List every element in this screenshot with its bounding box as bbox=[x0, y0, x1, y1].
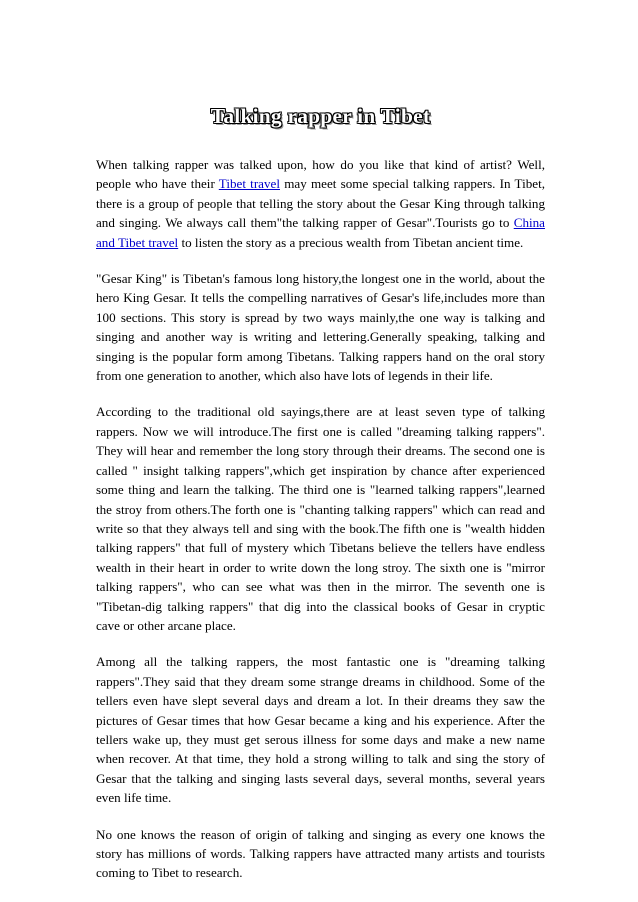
page-title: Talking rapper in Tibet bbox=[210, 104, 431, 128]
paragraph-gesar-king: "Gesar King" is Tibetan's famous long history,the longest one in the world, about the hero King Gesar. It tells the compelling narratives of Gesar's life,includes more than 100 sections. This story is spread by two ways mainly,the one way is talking and singing and another way is writing and lettering.Generally speaking, talking and singing is the popular form among Tibetans. Talking rappers hand on the oral story from one generation to another, which also have lots of legends in their life. bbox=[96, 271, 545, 384]
paragraph-intro-text-1: When talking rapper was talked upon, how do you like that kind of artist? Well, people who have their bbox=[96, 157, 545, 192]
paragraph-intro-text-3: to listen the story as a precious wealth from Tibetan ancient time. bbox=[178, 234, 524, 250]
paragraph-intro bbox=[96, 155, 545, 252]
paragraph-intro-text-2: may meet some special talking rappers. In Tibet, there is a group of people that telling the story about the Gesar King through talking and singing. We always call them"the talking rapper of Gesar".Tourists go to bbox=[96, 176, 545, 231]
paragraph-conclusion: No one knows the reason of origin of talking and singing as every one knows the story has millions of words. Talking rappers have attracted many artists and tourists coming to Tibet to research. bbox=[96, 826, 545, 881]
china-tibet-travel-link[interactable]: China and Tibet travel bbox=[96, 215, 545, 250]
paragraph-seven-types: According to the traditional old sayings,there are at least seven type of talking rappers. Now we will introduce.The first one is called "dreaming talking rappers". They will hear and remember the long story through their dreams. The second one is called " insight talking rappers",which get inspiration by chance after experienced some thing and learn the talking. The third one is "learned talking rappers",learned the stroy from others.The forth one is "chanting talking rappers" which can read and write so that they always tell and sing with the book.The fifth one is "wealth hidden talking rappers" that full of mystery which Tibetans believe the tellers have endless wealth in their heart in order to write down the long stroy. The sixth one is "mirror talking rappers", who can see what was then in the mirror. The seventh one is "Tibetan-dig talking rappers" that dig into the classical books of Gesar in cryptic cave or other arcane place. bbox=[96, 404, 545, 633]
tibet-travel-link[interactable]: Tibet travel bbox=[218, 176, 280, 192]
paragraph-dreaming-rappers: Among all the talking rappers, the most fantastic one is "dreaming talking rappers".They said that they dream some strange dreams in childhood. Some of the tellers even have slept several days and dream a lot. In their dreams they saw the pictures of Gesar times that how Gesar became a king and his experience. After the tellers wake up, they must get serous illness for some days and make a new name when recover. At that time, they hold a strong willing to talk and sing the story of Gesar that the talking and singing lasts several days, several months, several years even life time. bbox=[96, 654, 545, 806]
